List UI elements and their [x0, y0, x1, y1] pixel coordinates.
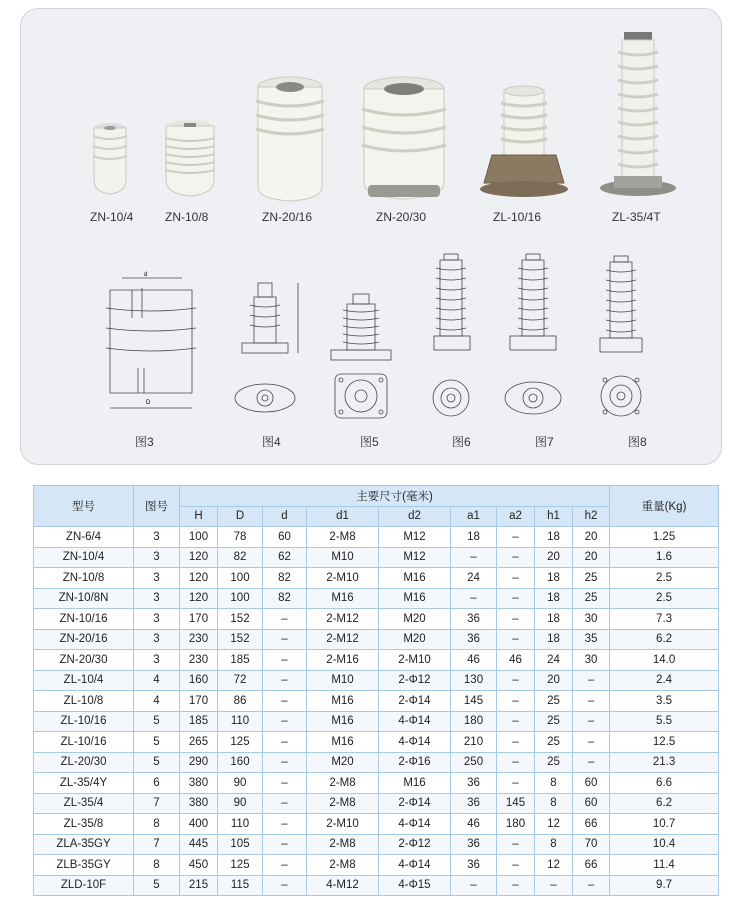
table-cell: 2-M12: [307, 629, 379, 650]
table-cell: M16: [379, 588, 451, 609]
table-cell: –: [263, 629, 307, 650]
model-cell: ZL-10/16: [34, 732, 134, 753]
header-dimensions: 主要尺寸(毫米): [180, 486, 610, 507]
table-cell: 30: [573, 650, 610, 671]
table-cell: 5: [134, 752, 180, 773]
table-cell: 82: [218, 547, 263, 568]
table-cell: 3: [134, 547, 180, 568]
table-cell: –: [497, 547, 535, 568]
table-cell: 2-Φ14: [379, 691, 451, 712]
figure-label: 图3: [135, 435, 154, 449]
table-cell: M12: [379, 527, 451, 548]
table-cell: 24: [451, 568, 497, 589]
table-cell: 7: [134, 834, 180, 855]
table-cell: 8: [535, 834, 573, 855]
table-cell: 4-Φ15: [379, 875, 451, 896]
table-cell: 6: [134, 773, 180, 794]
table-cell: 36: [451, 855, 497, 876]
table-cell: 9.7: [610, 875, 719, 896]
table-row: [34, 732, 719, 753]
table-cell: –: [573, 691, 610, 712]
table-cell: 21.3: [610, 752, 719, 773]
svg-text:D: D: [146, 400, 151, 406]
table-cell: 120: [180, 588, 218, 609]
table-cell: 4-Φ14: [379, 711, 451, 732]
table-cell: 90: [218, 773, 263, 794]
table-row: [34, 752, 719, 773]
table-cell: 20: [535, 547, 573, 568]
table-cell: 110: [218, 711, 263, 732]
photo-label: ZN-20/16: [262, 210, 313, 224]
table-cell: 145: [451, 691, 497, 712]
table-cell: 5: [134, 711, 180, 732]
table-cell: 36: [451, 773, 497, 794]
header-dim-a1: a1: [451, 506, 497, 527]
table-cell: M16: [379, 773, 451, 794]
table-cell: 3: [134, 527, 180, 548]
table-row: [34, 711, 719, 732]
table-cell: 125: [218, 855, 263, 876]
technical-drawing-fig8: [588, 250, 668, 432]
photo-label: ZN-10/4: [90, 210, 134, 224]
model-cell: ZL-10/4: [34, 670, 134, 691]
model-cell: ZN-10/4: [34, 547, 134, 568]
technical-drawing-fig3: [92, 268, 202, 418]
table-cell: 2-M10: [379, 650, 451, 671]
table-cell: 25: [535, 711, 573, 732]
table-cell: 265: [180, 732, 218, 753]
header-dim-d: d: [263, 506, 307, 527]
table-cell: 2-M10: [307, 568, 379, 589]
table-cell: –: [263, 814, 307, 835]
table-cell: 115: [218, 875, 263, 896]
table-row: [34, 547, 719, 568]
table-cell: 25: [535, 732, 573, 753]
table-cell: M12: [379, 547, 451, 568]
model-cell: ZL-35/8: [34, 814, 134, 835]
table-row: [34, 793, 719, 814]
table-cell: –: [573, 670, 610, 691]
table-cell: 36: [451, 629, 497, 650]
table-cell: 8: [134, 855, 180, 876]
model-cell: ZN-20/30: [34, 650, 134, 671]
model-cell: ZLB-35GY: [34, 855, 134, 876]
table-cell: 2-M12: [307, 609, 379, 630]
table-cell: 180: [451, 711, 497, 732]
table-cell: 445: [180, 834, 218, 855]
table-row: [34, 875, 719, 896]
table-cell: 10.4: [610, 834, 719, 855]
table-cell: 145: [497, 793, 535, 814]
table-cell: 60: [573, 793, 610, 814]
technical-drawing-fig5: [325, 290, 405, 430]
table-cell: –: [263, 670, 307, 691]
table-body: [34, 527, 719, 896]
table-cell: –: [497, 752, 535, 773]
table-cell: –: [451, 588, 497, 609]
photo-label: ZN-10/8: [165, 210, 209, 224]
table-cell: –: [263, 609, 307, 630]
table-cell: 10.7: [610, 814, 719, 835]
table-cell: 2-Φ14: [379, 793, 451, 814]
table-cell: 20: [573, 527, 610, 548]
table-cell: 12: [535, 855, 573, 876]
table-cell: 4-M12: [307, 875, 379, 896]
header-dim-h1: h1: [535, 506, 573, 527]
table-row: [34, 670, 719, 691]
table-cell: 6.2: [610, 629, 719, 650]
table-cell: 36: [451, 609, 497, 630]
table-cell: 120: [180, 547, 218, 568]
figure-label: 图7: [535, 435, 554, 449]
table-cell: 2-Φ12: [379, 670, 451, 691]
table-cell: 8: [535, 793, 573, 814]
table-cell: –: [497, 670, 535, 691]
table-row: [34, 629, 719, 650]
table-cell: 8: [535, 773, 573, 794]
table-cell: 12.5: [610, 732, 719, 753]
table-cell: 5.5: [610, 711, 719, 732]
model-cell: ZN-10/16: [34, 609, 134, 630]
table-cell: –: [263, 711, 307, 732]
table-cell: 185: [218, 650, 263, 671]
table-cell: 1.25: [610, 527, 719, 548]
table-cell: M20: [379, 609, 451, 630]
table-cell: 46: [451, 650, 497, 671]
table-cell: 3: [134, 650, 180, 671]
table-cell: 25: [573, 568, 610, 589]
table-cell: 120: [180, 568, 218, 589]
table-cell: 2.5: [610, 568, 719, 589]
table-cell: 20: [573, 547, 610, 568]
figure-label: 图4: [262, 435, 281, 449]
insulator-photo-zl-10-16: [478, 85, 570, 203]
table-cell: 24: [535, 650, 573, 671]
table-cell: 2-M8: [307, 527, 379, 548]
table-cell: –: [497, 732, 535, 753]
table-row: [34, 814, 719, 835]
table-cell: 36: [451, 793, 497, 814]
table-cell: 1.6: [610, 547, 719, 568]
model-cell: ZL-20/30: [34, 752, 134, 773]
header-dim-d1: d1: [307, 506, 379, 527]
figure-label: 图5: [360, 435, 379, 449]
table-cell: –: [497, 875, 535, 896]
table-cell: –: [497, 773, 535, 794]
header-model: 型号: [34, 486, 134, 527]
table-cell: –: [497, 834, 535, 855]
table-cell: 7: [134, 793, 180, 814]
table-cell: 2-M8: [307, 855, 379, 876]
table-cell: –: [573, 711, 610, 732]
table-cell: –: [263, 855, 307, 876]
table-cell: 125: [218, 732, 263, 753]
figure-label: 图6: [452, 435, 471, 449]
table-cell: 62: [263, 547, 307, 568]
table-cell: 5: [134, 732, 180, 753]
table-cell: 4-Φ14: [379, 814, 451, 835]
table-cell: 18: [535, 568, 573, 589]
model-cell: ZL-35/4Y: [34, 773, 134, 794]
table-row: [34, 834, 719, 855]
model-cell: ZL-10/8: [34, 691, 134, 712]
table-cell: 2-M8: [307, 773, 379, 794]
table-cell: 450: [180, 855, 218, 876]
table-cell: 3: [134, 609, 180, 630]
table-cell: 35: [573, 629, 610, 650]
table-cell: 130: [451, 670, 497, 691]
header-figure: 图号: [134, 486, 180, 527]
table-cell: M20: [307, 752, 379, 773]
model-cell: ZLD-10F: [34, 875, 134, 896]
table-cell: 180: [497, 814, 535, 835]
table-cell: 46: [451, 814, 497, 835]
table-cell: 160: [218, 752, 263, 773]
table-cell: 66: [573, 855, 610, 876]
table-cell: M20: [379, 629, 451, 650]
table-cell: –: [263, 875, 307, 896]
table-cell: M16: [379, 568, 451, 589]
table-cell: 4: [134, 691, 180, 712]
model-cell: ZN-20/16: [34, 629, 134, 650]
table-cell: –: [263, 834, 307, 855]
table-cell: 380: [180, 773, 218, 794]
table-cell: 290: [180, 752, 218, 773]
table-cell: 170: [180, 691, 218, 712]
table-cell: –: [263, 752, 307, 773]
table-cell: 230: [180, 650, 218, 671]
table-cell: 60: [263, 527, 307, 548]
table-cell: M16: [307, 711, 379, 732]
table-cell: M16: [307, 588, 379, 609]
table-cell: 4: [134, 670, 180, 691]
table-cell: 8: [134, 814, 180, 835]
header-dim-h2: h2: [573, 506, 610, 527]
table-cell: 7.3: [610, 609, 719, 630]
table-cell: –: [535, 875, 573, 896]
table-cell: –: [497, 711, 535, 732]
table-cell: 4-Φ14: [379, 732, 451, 753]
table-cell: 230: [180, 629, 218, 650]
table-row: [34, 773, 719, 794]
header-dim-a2: a2: [497, 506, 535, 527]
table-row: [34, 588, 719, 609]
table-cell: 60: [573, 773, 610, 794]
table-row: [34, 568, 719, 589]
table-cell: 18: [535, 609, 573, 630]
table-row: [34, 650, 719, 671]
technical-drawing-fig6: [420, 248, 500, 430]
table-cell: 160: [180, 670, 218, 691]
table-cell: 6.2: [610, 793, 719, 814]
table-cell: 3.5: [610, 691, 719, 712]
specification-table: [33, 485, 719, 896]
table-cell: –: [497, 855, 535, 876]
technical-drawing-fig4: [228, 275, 308, 425]
table-cell: 18: [451, 527, 497, 548]
model-cell: ZL-35/4: [34, 793, 134, 814]
table-cell: 20: [535, 670, 573, 691]
table-cell: 152: [218, 629, 263, 650]
table-cell: 100: [218, 568, 263, 589]
table-cell: 110: [218, 814, 263, 835]
table-cell: 2-M10: [307, 814, 379, 835]
svg-text:d: d: [144, 272, 148, 278]
table-cell: 2-M16: [307, 650, 379, 671]
table-cell: –: [263, 773, 307, 794]
table-cell: 82: [263, 588, 307, 609]
table-cell: 2-M8: [307, 834, 379, 855]
table-cell: 72: [218, 670, 263, 691]
model-cell: ZN-10/8: [34, 568, 134, 589]
insulator-photo-zn-10-4: [85, 120, 135, 200]
table-cell: 25: [573, 588, 610, 609]
table-cell: 11.4: [610, 855, 719, 876]
header-dim-h: H: [180, 506, 218, 527]
table-cell: 12: [535, 814, 573, 835]
table-cell: 2.5: [610, 588, 719, 609]
table-cell: 100: [180, 527, 218, 548]
technical-drawing-fig7: [500, 248, 580, 430]
table-cell: 25: [535, 752, 573, 773]
table-cell: –: [497, 588, 535, 609]
table-cell: 2-Φ12: [379, 834, 451, 855]
table-cell: 90: [218, 793, 263, 814]
table-cell: 2-M8: [307, 793, 379, 814]
table-cell: –: [263, 650, 307, 671]
model-cell: ZN-6/4: [34, 527, 134, 548]
table-cell: 14.0: [610, 650, 719, 671]
table-cell: M10: [307, 670, 379, 691]
insulator-photo-zn-20-30: [358, 75, 450, 203]
table-cell: –: [497, 609, 535, 630]
photo-label: ZL-10/16: [493, 210, 542, 224]
header-dim-d: D: [218, 506, 263, 527]
table-cell: –: [497, 629, 535, 650]
table-cell: 86: [218, 691, 263, 712]
table-cell: –: [263, 793, 307, 814]
insulator-photo-zn-20-16: [250, 75, 330, 203]
table-cell: 30: [573, 609, 610, 630]
table-cell: 185: [180, 711, 218, 732]
table-cell: –: [451, 875, 497, 896]
table-cell: 2-Φ16: [379, 752, 451, 773]
table-row: [34, 691, 719, 712]
insulator-photo-zn-10-8: [160, 118, 220, 200]
table-cell: 5: [134, 875, 180, 896]
table-cell: M10: [307, 547, 379, 568]
table-cell: 4-Φ14: [379, 855, 451, 876]
photo-label: ZN-20/30: [376, 210, 427, 224]
table-cell: 400: [180, 814, 218, 835]
table-cell: –: [497, 691, 535, 712]
table-cell: 18: [535, 588, 573, 609]
table-cell: 6.6: [610, 773, 719, 794]
table-cell: 70: [573, 834, 610, 855]
table-cell: 18: [535, 527, 573, 548]
table-cell: 170: [180, 609, 218, 630]
table-cell: 215: [180, 875, 218, 896]
table-cell: M16: [307, 732, 379, 753]
table-cell: –: [263, 732, 307, 753]
table-cell: 105: [218, 834, 263, 855]
table-cell: 2.4: [610, 670, 719, 691]
header-dim-d2: d2: [379, 506, 451, 527]
figure-label: 图8: [628, 435, 647, 449]
table-cell: –: [573, 875, 610, 896]
table-row: [34, 527, 719, 548]
table-cell: 100: [218, 588, 263, 609]
table-cell: 66: [573, 814, 610, 835]
table-row: [34, 855, 719, 876]
table-cell: 380: [180, 793, 218, 814]
table-cell: 250: [451, 752, 497, 773]
table-cell: –: [573, 752, 610, 773]
table-cell: 25: [535, 691, 573, 712]
table-cell: –: [497, 527, 535, 548]
table-cell: 3: [134, 568, 180, 589]
table-row: [34, 609, 719, 630]
table-cell: –: [451, 547, 497, 568]
model-cell: ZN-10/8N: [34, 588, 134, 609]
header-weight: 重量(Kg): [610, 486, 719, 527]
table-cell: 18: [535, 629, 573, 650]
table-cell: –: [573, 732, 610, 753]
model-cell: ZL-10/16: [34, 711, 134, 732]
photo-label: ZL-35/4T: [612, 210, 661, 224]
table-cell: 82: [263, 568, 307, 589]
table-cell: 78: [218, 527, 263, 548]
table-cell: 3: [134, 588, 180, 609]
table-cell: 152: [218, 609, 263, 630]
table-cell: 210: [451, 732, 497, 753]
table-cell: 46: [497, 650, 535, 671]
insulator-photo-zl-35-4t: [598, 28, 678, 200]
model-cell: ZLA-35GY: [34, 834, 134, 855]
table-cell: –: [263, 691, 307, 712]
table-cell: 3: [134, 629, 180, 650]
table-cell: 36: [451, 834, 497, 855]
table-cell: M16: [307, 691, 379, 712]
table-cell: –: [497, 568, 535, 589]
